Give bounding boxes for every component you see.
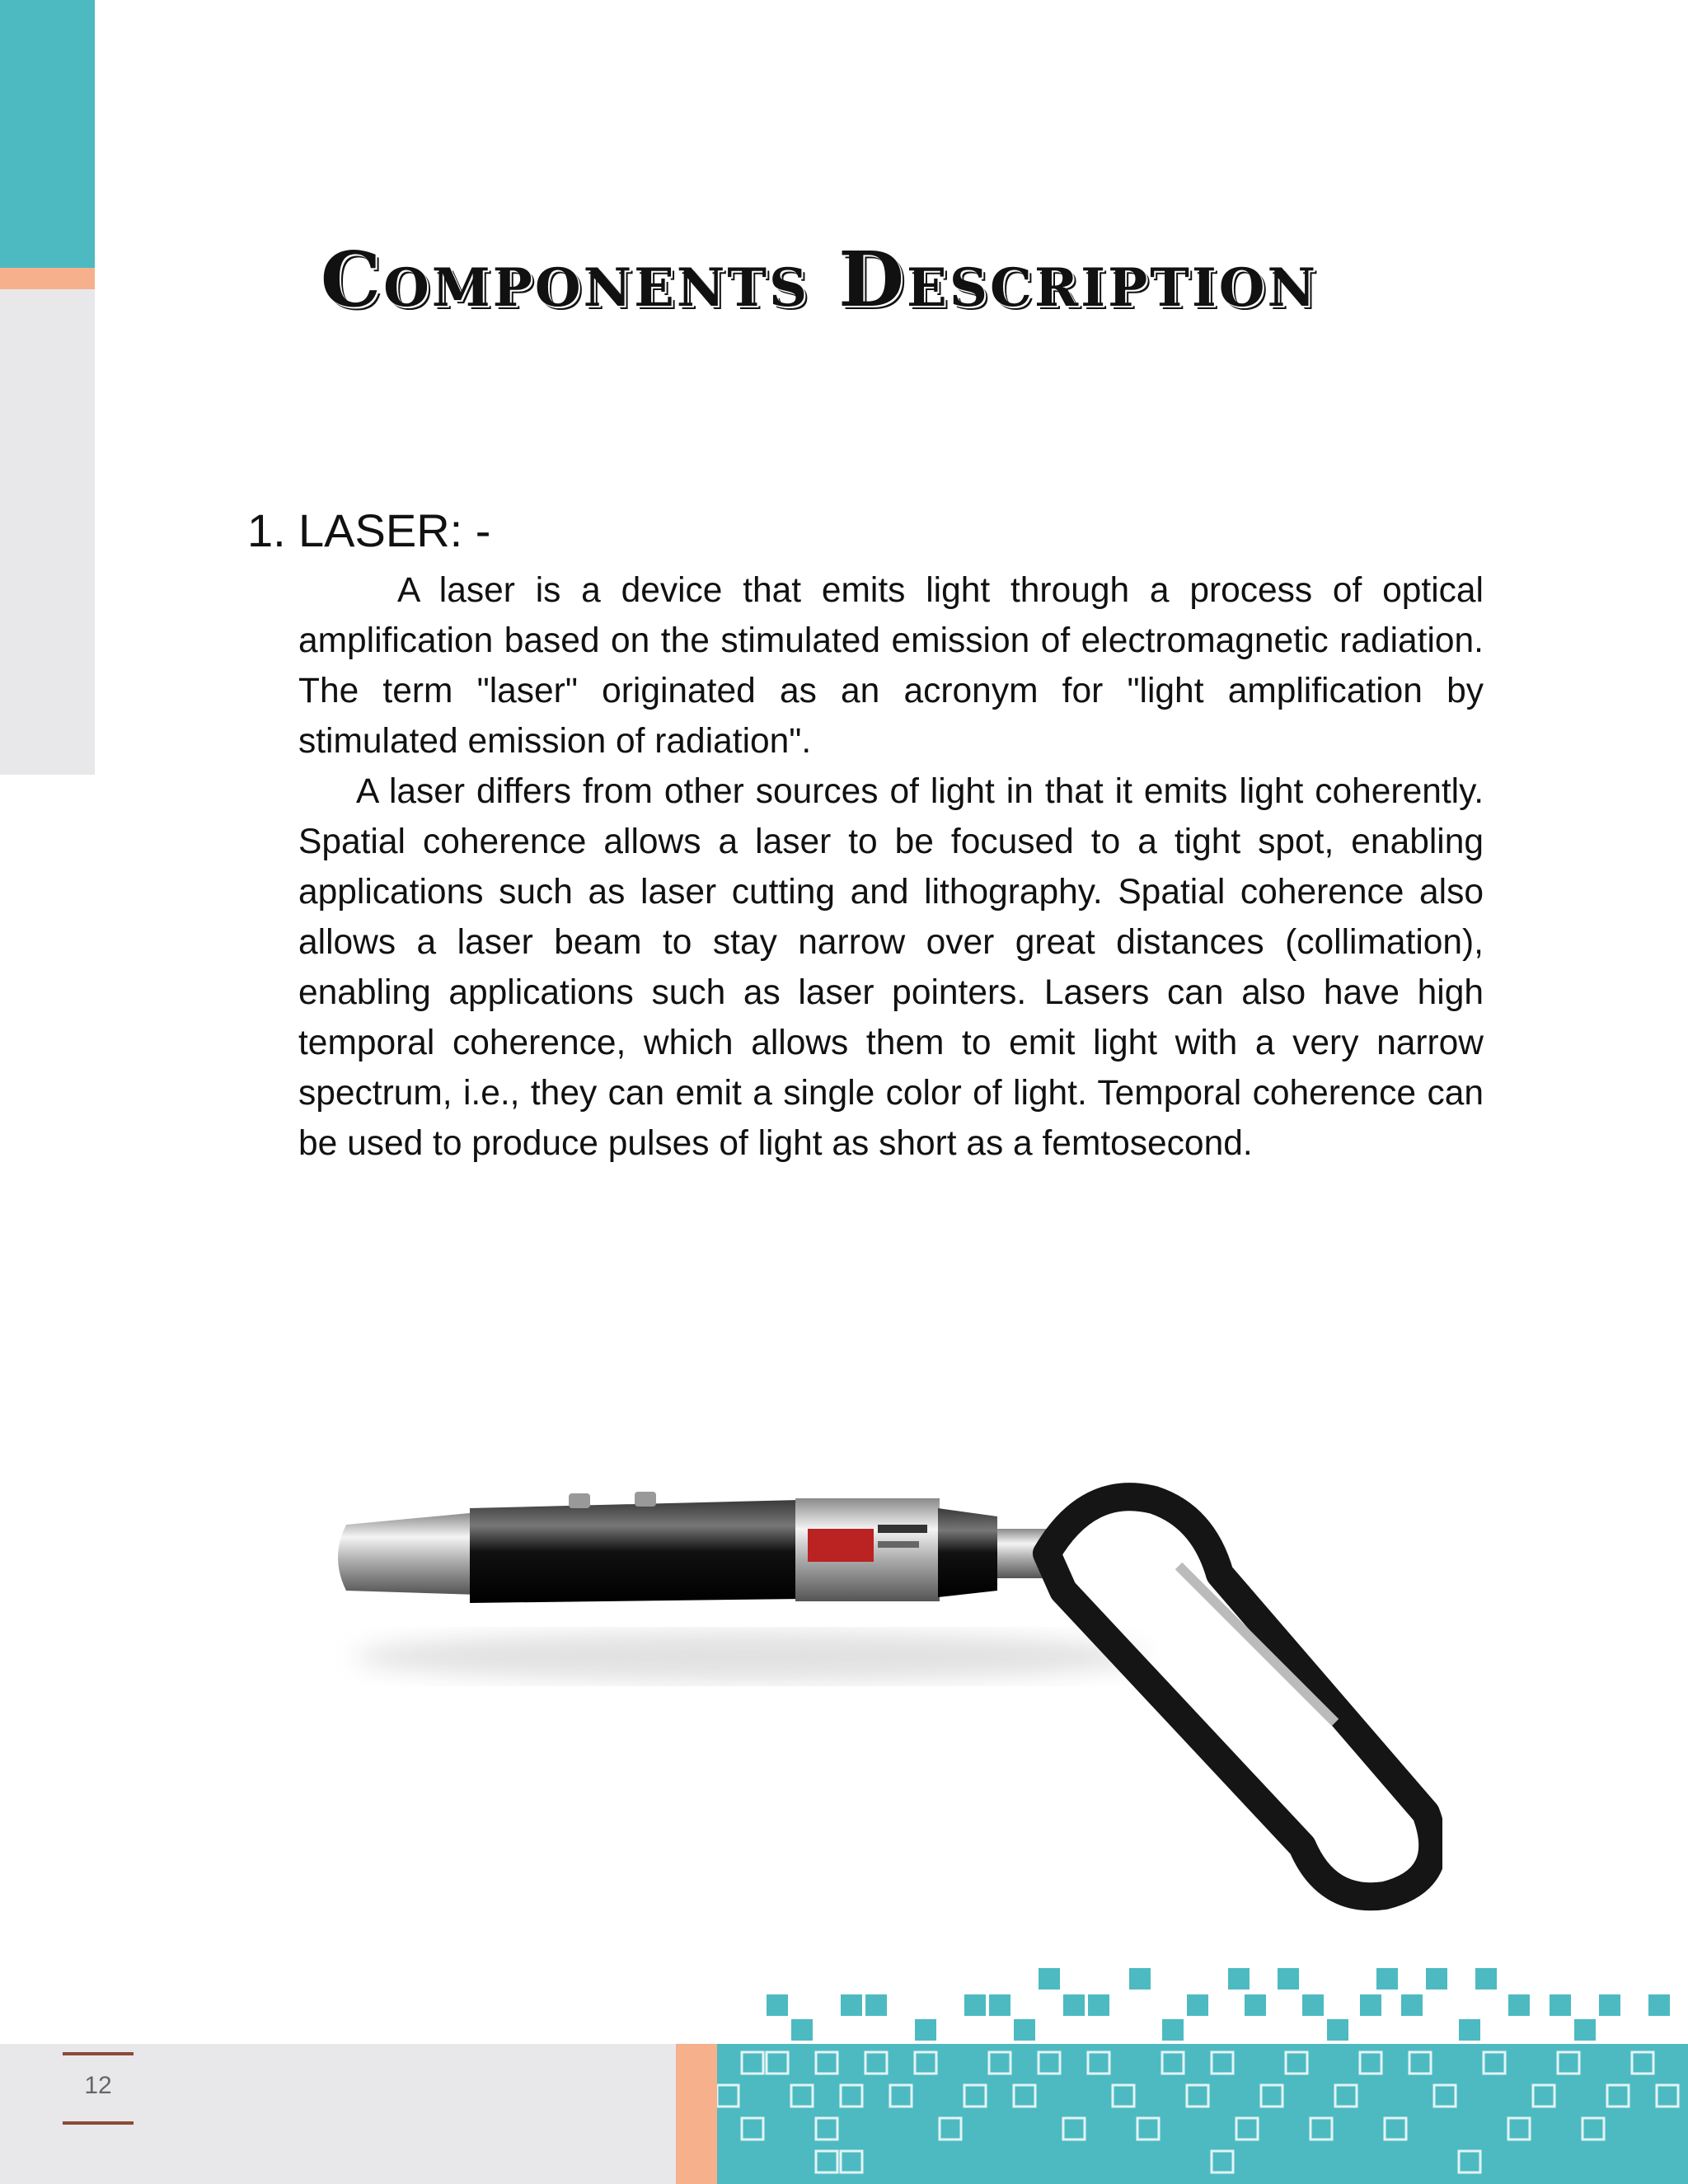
sidebar-gray-block: [0, 289, 95, 775]
section-title: LASER: -: [298, 504, 491, 556]
pixel-pattern-decoration: [717, 1961, 1688, 2184]
section-body: [298, 565, 1484, 1169]
page-number: 12: [63, 2052, 134, 2125]
laser-pointer-keychain-image: [321, 1451, 1442, 1912]
section-number: 1.: [247, 504, 286, 556]
paragraph-2: A laser differs from other sources of light in that it emits light coherently. Spatial coherence allows a laser to be focused to a tight spot, enabling applications such as laser cutting and lithography. Spatial coherence also allows a laser beam to stay narrow over great distances (collimation), enabling applications such as laser pointers. Lasers can also have high temporal coherence, which allows them to emit light with a very narrow spectrum, i.e., they can emit a single color of light. Temporal coherence can be used to produce pulses of light as short as a femtosecond.: [298, 772, 1484, 1163]
footer-peach-bar: [676, 2044, 717, 2184]
section-heading: [247, 504, 1484, 557]
paragraph-1: A laser is a device that emits light through a process of optical amplification based on the stimulated emission of electromagnetic radiation. The term "laser" originated as an acronym for "light amplification by stimulated emission of radiation".: [298, 571, 1484, 761]
sidebar-teal-block: [0, 0, 95, 268]
page-title: Components Description: [320, 235, 1319, 324]
section-laser: [247, 504, 1484, 557]
